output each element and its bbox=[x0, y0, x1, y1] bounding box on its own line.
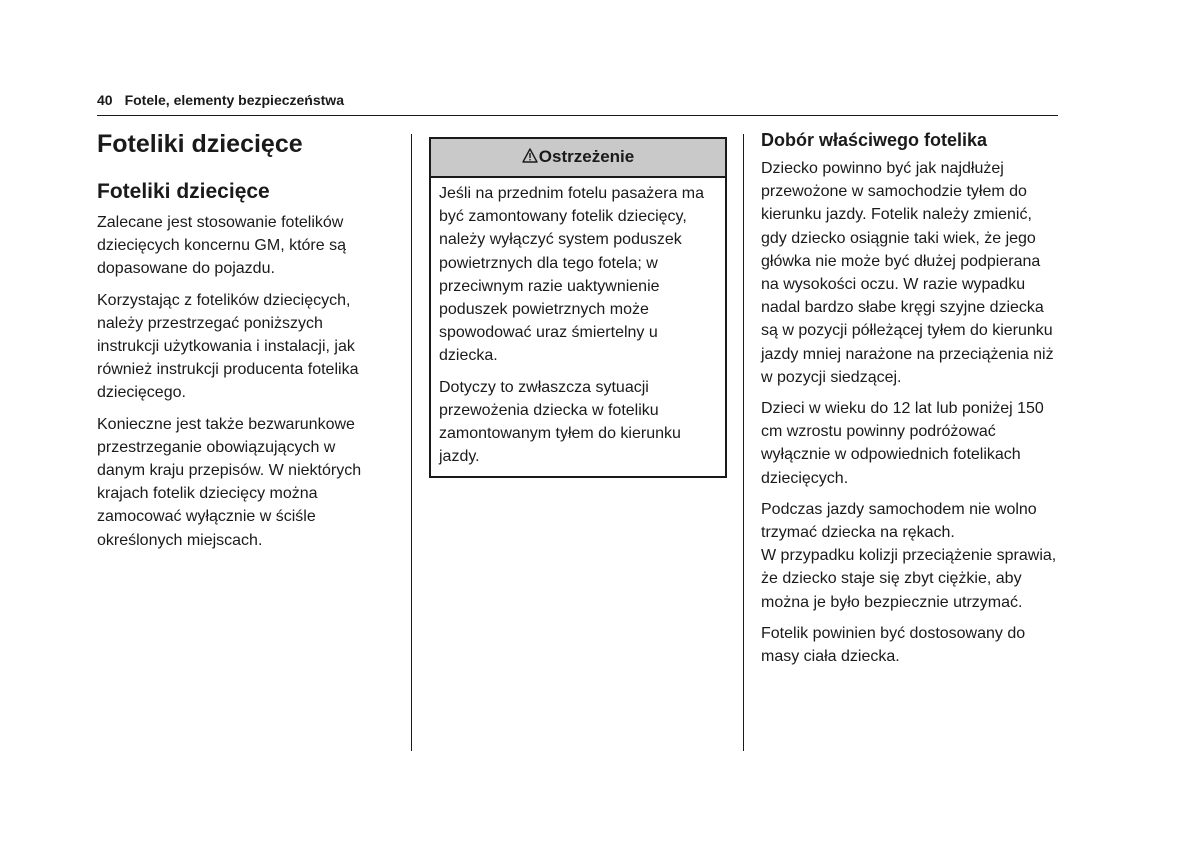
paragraph: Dotyczy to zwłaszcza sytuacji przewożenia dziecka w foteliku zamontowanym tyłem do kierunku jazdy. bbox=[439, 378, 681, 466]
paragraph: Jeśli na przednim fotelu pasażera ma być zamontowany fotelik dziecięcy, należy wyłączyć system poduszek powietrznych dla tego fotela; w przeciwnym razie uaktywnienie poduszek powietrznych może spowodować uraz śmiertelny u dziecka. bbox=[439, 185, 705, 365]
right-column bbox=[761, 128, 1058, 668]
warning-triangle-icon bbox=[522, 140, 538, 175]
warning-box bbox=[429, 137, 727, 478]
paragraph: Konieczne jest także bezwarunkowe przestrzeganie obowiązujących w danym kraju przepisów. W niektórych krajach fotelik dziecięcy można zamocować wyłącznie w ściśle określonych miejscach. bbox=[97, 415, 362, 549]
paragraph: Dzieci w wieku do 12 lat lub poniżej 150 cm wzrostu powinny podróżować wyłącznie w odpowiednich fotelikach dziecięcych. bbox=[761, 400, 1044, 487]
page-title: Foteliki dziecięce bbox=[97, 130, 303, 158]
warning-body bbox=[431, 178, 725, 476]
paragraph: W przypadku kolizji przeciążenie sprawia, że dziecko staje się zbyt ciężkie, aby można je było bezpiecznie utrzymać. bbox=[761, 547, 1057, 611]
left-column bbox=[97, 128, 387, 552]
warning-title: Ostrzeżenie bbox=[538, 147, 635, 166]
page-header bbox=[97, 91, 1058, 116]
paragraph: Korzystając z fotelików dziecięcych, należy przestrzegać poniższych instrukcji użytkowania i instalacji, jak również instrukcji producenta fotelika dziecięcego. bbox=[97, 291, 359, 402]
column-divider bbox=[411, 134, 412, 751]
section-title: Fotele, elementy bezpieczeństwa bbox=[124, 92, 344, 108]
warning-header bbox=[431, 139, 725, 178]
page-number: 40 bbox=[97, 92, 113, 108]
column-divider bbox=[743, 134, 744, 751]
paragraph: Podczas jazdy samochodem nie wolno trzymać dziecka na rękach. bbox=[761, 500, 1037, 542]
paragraph: Dziecko powinno być jak najdłużej przewożone w samochodzie tyłem do kierunku jazdy. Fotelik należy zmienić, gdy dziecko osiągnie taki wiek, że jego główka nie może być dłużej podpierana na wysokości oczu. W razie wypadku nadal bardzo słabe kręgi szyjne dziecka są w pozycji półleżącej tyłem do kierunku jazdy mniej narażone na przeciążenia niż w pozycji siedzącej. bbox=[761, 160, 1054, 386]
paragraph: Fotelik powinien być dostosowany do masy ciała dziecka. bbox=[761, 624, 1026, 666]
paragraph: Zalecane jest stosowanie fotelików dziecięcych koncernu GM, które są dopasowane do pojazdu. bbox=[97, 214, 346, 278]
section-heading: Foteliki dziecięce bbox=[97, 180, 270, 203]
section-heading: Dobór właściwego fotelika bbox=[761, 130, 988, 150]
